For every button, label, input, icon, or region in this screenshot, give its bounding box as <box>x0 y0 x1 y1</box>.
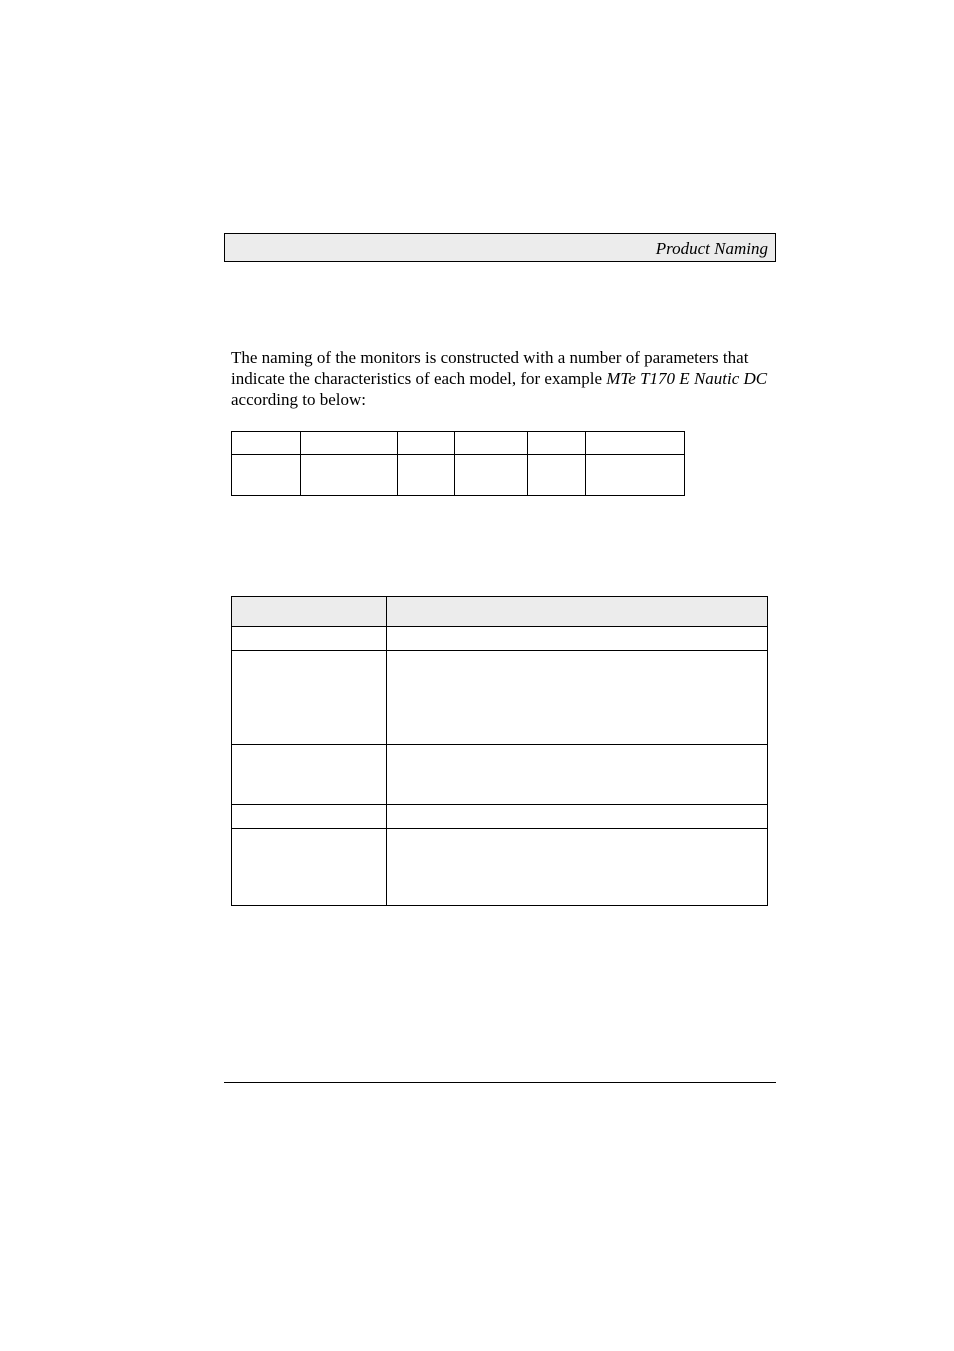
table-cell <box>232 829 387 906</box>
table-cell <box>398 432 455 455</box>
table-cell <box>232 455 301 496</box>
footer-rule <box>224 1082 776 1083</box>
table-cell <box>387 805 768 829</box>
table-cell <box>232 627 387 651</box>
table-row <box>232 805 768 829</box>
table-cell <box>455 432 528 455</box>
intro-text-before: The naming of the monitors is constructed with a number of parameters that indicate the characteristics of each model, for example <box>231 348 749 388</box>
table-cell <box>528 432 586 455</box>
table-row <box>232 745 768 805</box>
table-cell <box>387 627 768 651</box>
table-cell <box>387 745 768 805</box>
table-cell <box>232 805 387 829</box>
table-header-row <box>232 597 768 627</box>
table-cell <box>232 745 387 805</box>
table-row <box>232 432 685 455</box>
table-cell <box>398 455 455 496</box>
table-row <box>232 829 768 906</box>
parameter-description-table <box>231 596 768 906</box>
table-cell <box>387 651 768 745</box>
intro-paragraph <box>231 347 776 410</box>
intro-text-after: according to below: <box>231 390 367 409</box>
header-bar <box>224 233 776 262</box>
table-cell <box>586 455 685 496</box>
intro-example: MTe T170 E Nautic DC <box>606 369 768 388</box>
table-row <box>232 651 768 745</box>
page-title: Product Naming <box>655 239 768 258</box>
table-cell <box>528 455 586 496</box>
table-header-cell <box>387 597 768 627</box>
table-cell <box>232 651 387 745</box>
table-cell <box>455 455 528 496</box>
table-cell <box>387 829 768 906</box>
table-header-cell <box>232 597 387 627</box>
table-row <box>232 455 685 496</box>
table-cell <box>301 432 398 455</box>
table-cell <box>232 432 301 455</box>
table-cell <box>586 432 685 455</box>
naming-parameter-table <box>231 431 685 496</box>
table-row <box>232 627 768 651</box>
table-cell <box>301 455 398 496</box>
